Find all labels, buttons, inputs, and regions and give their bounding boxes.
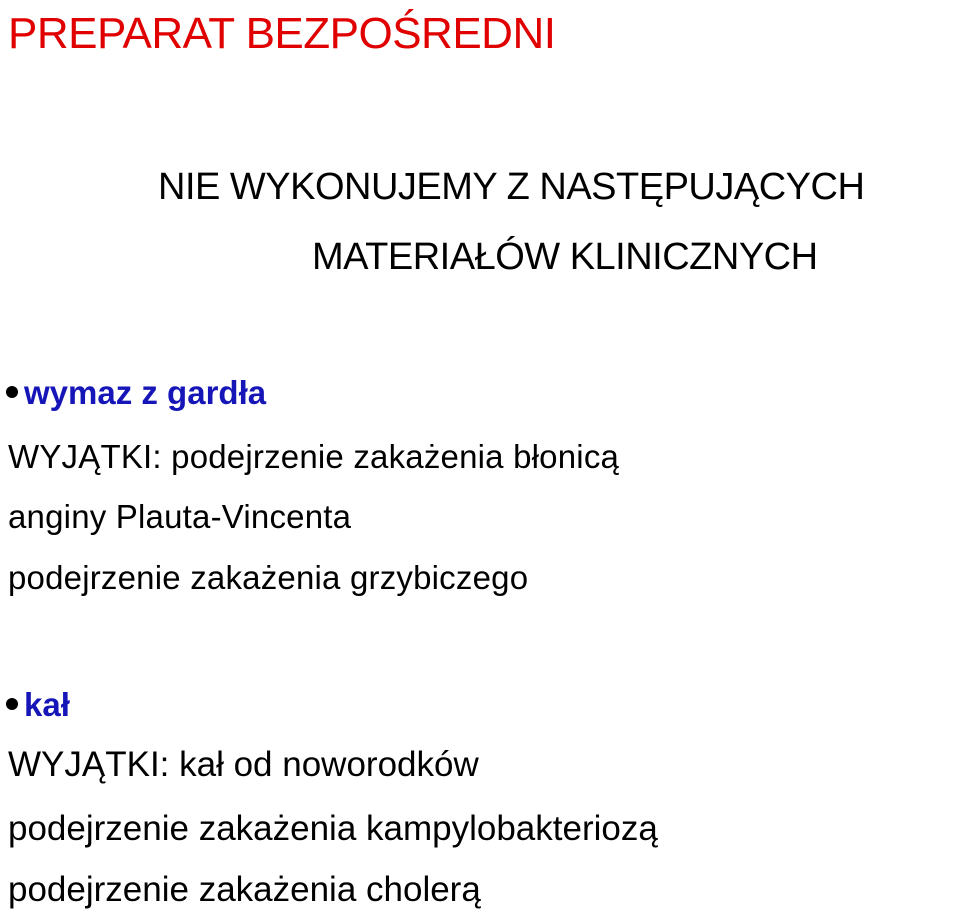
bullet-icon xyxy=(6,698,18,710)
section-heading-label: kał xyxy=(24,686,70,723)
subtitle-line-1: NIE WYKONUJEMY Z NASTĘPUJĄCYCH xyxy=(158,166,865,208)
section-line: podejrzenie zakażenia kampylobakteriozą xyxy=(8,809,658,848)
section-heading-throat-swab xyxy=(6,376,266,409)
bullet-icon xyxy=(6,386,18,398)
section-heading-label: wymaz z gardła xyxy=(24,374,267,411)
section-line: podejrzenie zakażenia cholerą xyxy=(8,870,481,909)
section-heading-stool xyxy=(6,688,70,721)
subtitle-line-2: MATERIAŁÓW KLINICZNYCH xyxy=(312,236,818,278)
section-line: podejrzenie zakażenia grzybiczego xyxy=(8,559,529,596)
page-title: PREPARAT BEZPOŚREDNI xyxy=(8,9,556,58)
section-line: WYJĄTKI: podejrzenie zakażenia błonicą xyxy=(8,438,620,475)
section-line: anginy Plauta-Vincenta xyxy=(8,498,352,535)
section-line: WYJĄTKI: kał od noworodków xyxy=(8,745,479,784)
